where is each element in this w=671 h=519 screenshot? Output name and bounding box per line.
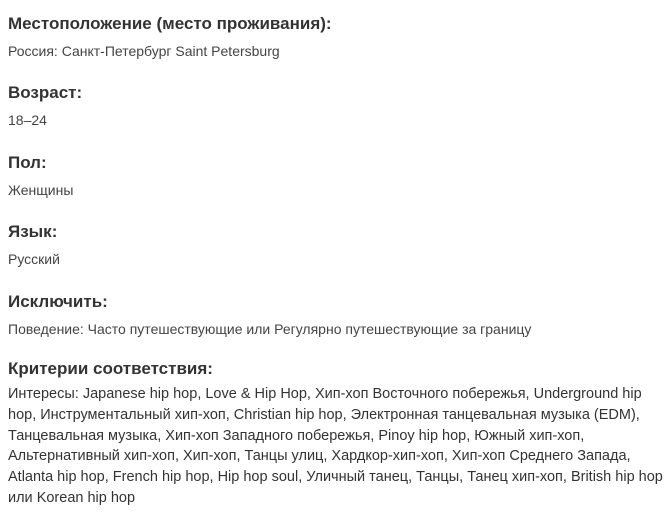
age-section: [8, 82, 663, 130]
criteria-heading: Критерии соответствия:: [8, 359, 213, 378]
exclude-value: Поведение: Часто путешествующие или Регулярно путешествующие за границу: [8, 321, 532, 337]
language-value: Русский: [8, 251, 60, 267]
language-section: [8, 221, 663, 269]
exclude-section: [8, 291, 663, 339]
criteria-value: Интересы: Japanese hip hop, Love & Hip Hop, Хип-хоп Восточного побережья, Underground hip hop, Инструментальный хип-хоп, Christian hip hop, Электронная танцевальная музыка (EDM), Танцевальная музыка, Хип-хоп Западного побережья, Pinoy hip hop, Южный хип-хоп, Альтернативный хип-хоп, Хип-хоп, Танцы улиц, Хардкор-хип-хоп, Хип-хоп Среднего Запада, Atlanta hip hop, French hip hop, Hip hop soul, Уличный танец, Танцы, Танец хип-хоп, British hip hop или Korean hip hop: [8, 386, 663, 506]
gender-heading: Пол:: [8, 153, 47, 172]
gender-value: Женщины: [8, 182, 74, 198]
language-heading: Язык:: [8, 222, 58, 241]
age-heading: Возраст:: [8, 83, 83, 102]
location-section: [8, 13, 663, 61]
gender-section: [8, 152, 663, 200]
location-value: Россия: Санкт-Петербург Saint Petersburg: [8, 43, 280, 59]
criteria-section: [8, 358, 663, 509]
age-value: 18–24: [8, 112, 47, 128]
location-heading: Местоположение (место проживания):: [8, 14, 332, 33]
exclude-heading: Исключить:: [8, 292, 108, 311]
